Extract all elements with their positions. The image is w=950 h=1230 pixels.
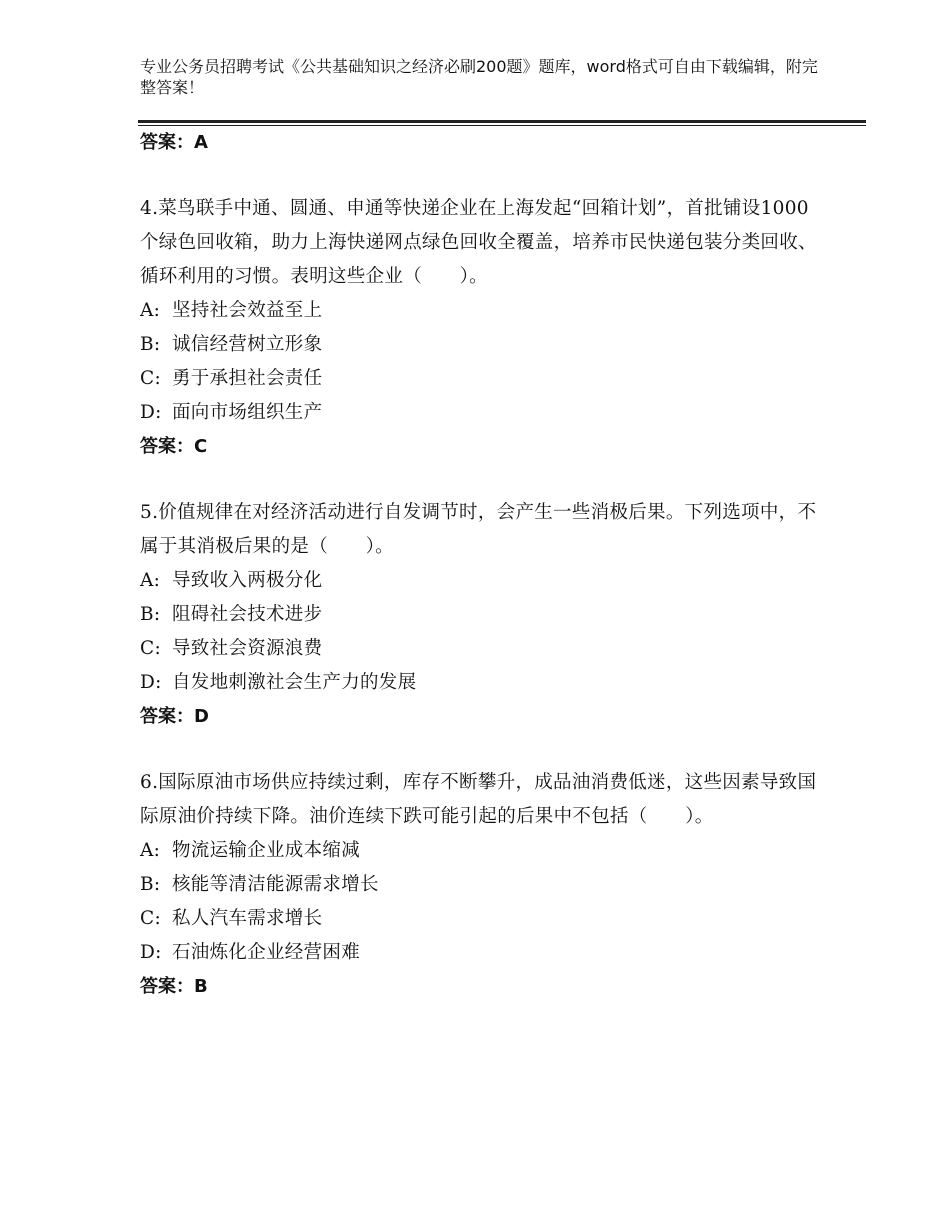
option-c xyxy=(140,362,820,396)
option-text: 诚信经营树立形象 xyxy=(172,334,323,355)
answer: 答案：C xyxy=(140,436,208,457)
option-key: D: xyxy=(140,402,162,423)
option-a xyxy=(140,294,820,328)
option-key: A: xyxy=(140,570,161,591)
question-5 xyxy=(140,496,820,734)
option-text: 私人汽车需求增长 xyxy=(172,908,323,929)
option-key: C: xyxy=(140,368,161,389)
document-body xyxy=(140,126,820,1004)
option-text: 物流运输企业成本缩减 xyxy=(172,840,361,861)
option-key: C: xyxy=(140,638,161,659)
answer: 答案：D xyxy=(140,706,209,727)
answer: 答案：B xyxy=(140,976,208,997)
question-stem: 5.价值规律在对经济活动进行自发调节时，会产生一些消极后果。下列选项中，不属于其消极后果的是（ ）。 xyxy=(140,502,817,557)
option-d xyxy=(140,666,820,700)
option-text: 面向市场组织生产 xyxy=(172,402,323,423)
option-d xyxy=(140,396,820,430)
option-text: 石油炼化企业经营困难 xyxy=(172,942,361,963)
option-text: 坚持社会效益至上 xyxy=(172,300,323,321)
option-b xyxy=(140,328,820,362)
question-6 xyxy=(140,766,820,1004)
option-key: A: xyxy=(140,840,161,861)
option-key: D: xyxy=(140,942,162,963)
option-key: B: xyxy=(140,334,161,355)
option-a xyxy=(140,564,820,598)
option-text: 自发地刺激社会生产力的发展 xyxy=(172,672,417,693)
option-text: 阻碍社会技术进步 xyxy=(172,604,323,625)
option-a xyxy=(140,834,820,868)
question-stem: 4.菜鸟联手中通、圆通、申通等快递企业在上海发起“回箱计划”，首批铺设1000个绿色回收箱，助力上海快递网点绿色回收全覆盖，培养市民快递包装分类回收、循环利用的习惯。表明这些企业（ ）。 xyxy=(140,198,817,287)
question-4 xyxy=(140,192,820,464)
header-rule-thick xyxy=(138,120,866,123)
option-key: B: xyxy=(140,604,161,625)
option-text: 导致社会资源浪费 xyxy=(172,638,323,659)
option-c xyxy=(140,902,820,936)
question-stem: 6.国际原油市场供应持续过剩，库存不断攀升，成品油消费低迷，这些因素导致国际原油价持续下降。油价连续下跌可能引起的后果中不包括（ ）。 xyxy=(140,772,817,827)
previous-answer: 答案：A xyxy=(140,132,208,153)
option-text: 导致收入两极分化 xyxy=(172,570,323,591)
document-header: 专业公务员招聘考试《公共基础知识之经济必刷200题》题库，word格式可自由下载编辑，附完整答案！ xyxy=(140,57,818,97)
option-key: D: xyxy=(140,672,162,693)
option-c xyxy=(140,632,820,666)
option-key: C: xyxy=(140,908,161,929)
option-text: 勇于承担社会责任 xyxy=(172,368,323,389)
option-key: B: xyxy=(140,874,161,895)
option-b xyxy=(140,868,820,902)
option-key: A: xyxy=(140,300,161,321)
option-text: 核能等清洁能源需求增长 xyxy=(172,874,379,895)
option-d xyxy=(140,936,820,970)
option-b xyxy=(140,598,820,632)
